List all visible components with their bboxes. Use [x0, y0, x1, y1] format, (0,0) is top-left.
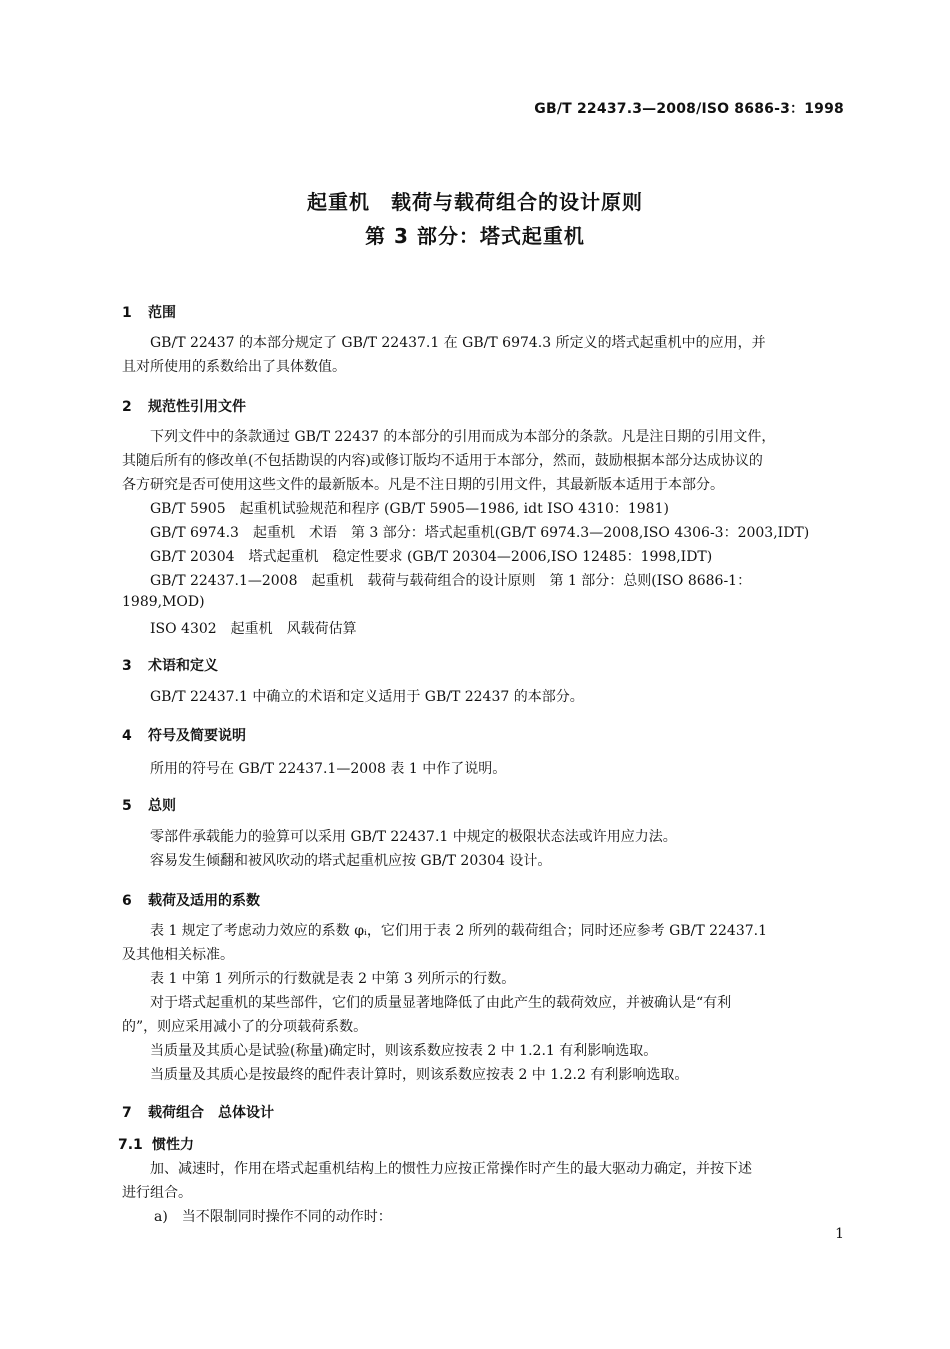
section-4-heading — [122, 725, 246, 745]
section-number: 5 — [122, 798, 132, 814]
paragraph-line: 加、减速时，作用在塔式起重机结构上的惯性力应按正常操作时产生的最大驱动力确定，并按下述 — [150, 1161, 752, 1177]
section-number: 3 — [122, 658, 132, 674]
paragraph-line: 当质量及其质心是按最终的配件表计算时，则该系数应按表 2 中 1.2.2 有利影响选取。 — [150, 1067, 689, 1083]
section-title: 惯性力 — [152, 1137, 194, 1153]
paragraph-line: 表 1 规定了考虑动力效应的系数 φᵢ，它们用于表 2 所列的载荷组合；同时还应参考 GB/T 22437.1 — [150, 923, 768, 939]
section-5-heading — [122, 795, 176, 815]
reference-item: GB/T 5905 起重机试验规范和程序 (GB/T 5905—1986, idt ISO 4310：1981) — [150, 501, 669, 517]
section-number: 6 — [122, 893, 132, 909]
document-subtitle: 第 3 部分：塔式起重机 — [365, 224, 585, 248]
section-number: 7 — [122, 1105, 132, 1121]
standard-number: GB/T 22437.3—2008/ISO 8686-3：1998 — [534, 101, 844, 117]
section-title: 规范性引用文件 — [148, 399, 246, 415]
paragraph-line: 零部件承载能力的验算可以采用 GB/T 22437.1 中规定的极限状态法或许用应力法。 — [150, 829, 677, 845]
paragraph-line: 下列文件中的条款通过 GB/T 22437 的本部分的引用而成为本部分的条款。凡是注日期的引用文件， — [150, 429, 776, 445]
section-number: 2 — [122, 399, 132, 415]
section-title: 载荷及适用的系数 — [148, 893, 260, 909]
section-title: 术语和定义 — [148, 658, 218, 674]
section-title: 符号及简要说明 — [148, 728, 246, 744]
section-number: 4 — [122, 728, 132, 744]
reference-item: ISO 4302 起重机 风载荷估算 — [150, 621, 357, 637]
paragraph-line: GB/T 22437 的本部分规定了 GB/T 22437.1 在 GB/T 6974.3 所定义的塔式起重机中的应用，并 — [150, 335, 766, 351]
paragraph-line: 当质量及其质心是试验(称量)确定时，则该系数应按表 2 中 1.2.1 有利影响选取。 — [150, 1043, 658, 1059]
paragraph-line: 且对所使用的系数给出了具体数值。 — [122, 359, 346, 375]
paragraph-line: 各方研究是否可使用这些文件的最新版本。凡是不注日期的引用文件，其最新版本适用于本部分。 — [122, 477, 724, 493]
paragraph-line: 对于塔式起重机的某些部件，它们的质量显著地降低了由此产生的载荷效应，并被确认是“有利 — [150, 995, 732, 1011]
section-title: 范围 — [148, 305, 176, 321]
section-7-heading — [122, 1102, 274, 1122]
paragraph-line: 容易发生倾翻和被风吹动的塔式起重机应按 GB/T 20304 设计。 — [150, 853, 552, 869]
section-2-heading — [122, 396, 246, 416]
paragraph-line: 其随后所有的修改单(不包括勘误的内容)或修订版均不适用于本部分，然而，鼓励根据本部分达成协议的 — [122, 453, 763, 469]
reference-item: GB/T 20304 塔式起重机 稳定性要求 (GB/T 20304—2006,ISO 12485：1998,IDT) — [150, 549, 713, 565]
section-6-heading — [122, 890, 260, 910]
reference-item: GB/T 22437.1—2008 起重机 载荷与载荷组合的设计原则 第 1 部分：总则(ISO 8686-1： — [150, 573, 752, 589]
section-title: 总则 — [148, 798, 176, 814]
document-title: 起重机 载荷与载荷组合的设计原则 — [307, 190, 643, 214]
paragraph-line: GB/T 22437.1 中确立的术语和定义适用于 GB/T 22437 的本部分。 — [150, 689, 584, 705]
reference-item-continuation: 1989,MOD) — [122, 594, 205, 610]
list-item: a) 当不限制同时操作不同的动作时： — [154, 1209, 392, 1225]
page-number: 1 — [835, 1226, 844, 1242]
section-1-heading — [122, 302, 176, 322]
paragraph-line: 进行组合。 — [122, 1185, 192, 1201]
section-number: 1 — [122, 305, 132, 321]
paragraph-line: 所用的符号在 GB/T 22437.1—2008 表 1 中作了说明。 — [150, 761, 507, 777]
paragraph-line: 的”，则应采用减小了的分项载荷系数。 — [122, 1019, 368, 1035]
reference-item: GB/T 6974.3 起重机 术语 第 3 部分：塔式起重机(GB/T 6974.3—2008,ISO 4306-3：2003,IDT) — [150, 525, 810, 541]
paragraph-line: 及其他相关标准。 — [122, 947, 234, 963]
paragraph-line: 表 1 中第 1 列所示的行数就是表 2 中第 3 列所示的行数。 — [150, 971, 516, 987]
section-7-1-heading — [118, 1134, 194, 1154]
section-3-heading — [122, 655, 218, 675]
section-title: 载荷组合 总体设计 — [148, 1105, 274, 1121]
section-number: 7.1 — [118, 1137, 143, 1153]
